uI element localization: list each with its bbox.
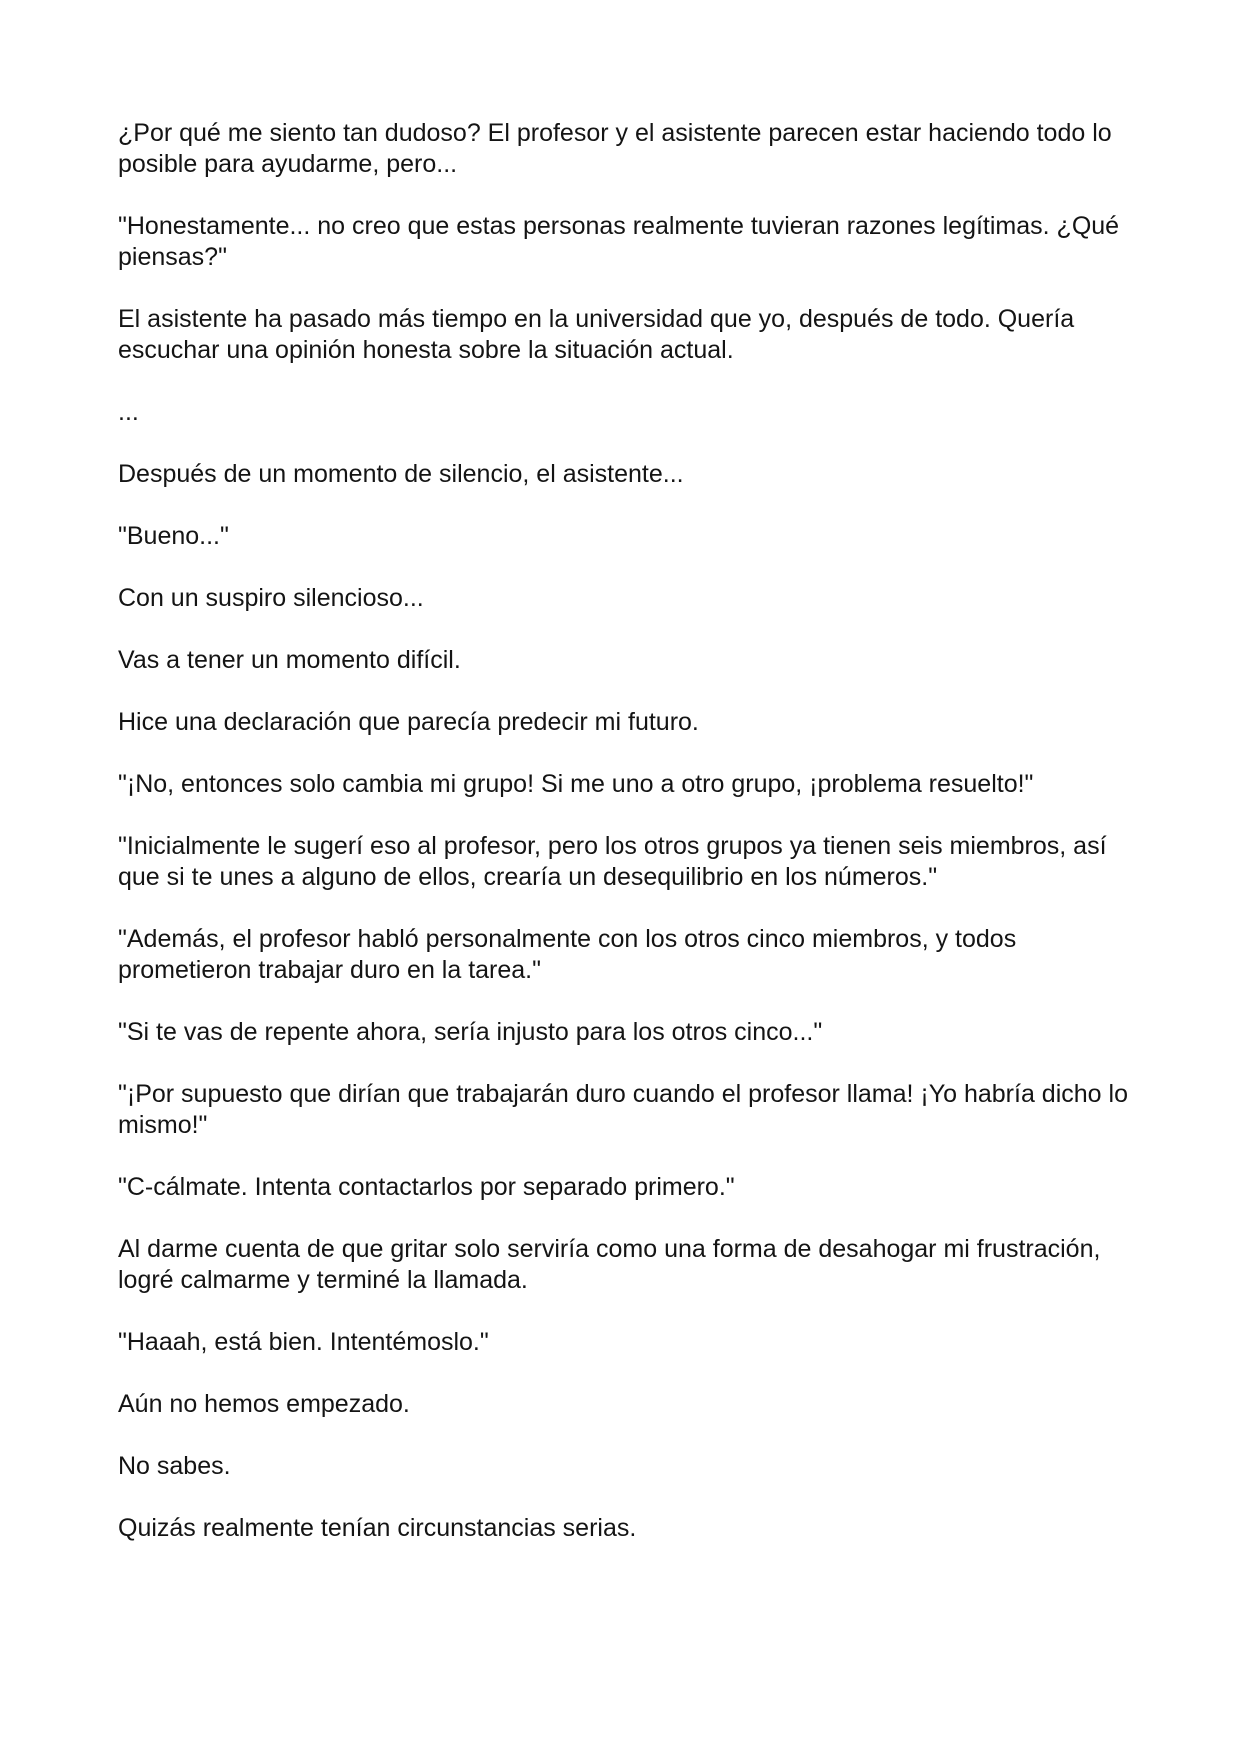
paragraph: El asistente ha pasado más tiempo en la universidad que yo, después de todo. Quería escuchar una opinión honesta sobre la situación actual.: [118, 305, 1075, 364]
paragraph: Vas a tener un momento difícil.: [118, 646, 461, 674]
paragraph: "¡No, entonces solo cambia mi grupo! Si me uno a otro grupo, ¡problema resuelto!": [118, 770, 1034, 798]
paragraph: "¡Por supuesto que dirían que trabajarán duro cuando el profesor llama! ¡Yo habría dicho lo mismo!": [118, 1080, 1128, 1139]
paragraph: ...: [118, 398, 139, 426]
paragraph: Hice una declaración que parecía predecir mi futuro.: [118, 708, 699, 736]
paragraph: Quizás realmente tenían circunstancias serias.: [118, 1514, 637, 1542]
paragraph: "Inicialmente le sugerí eso al profesor, pero los otros grupos ya tienen seis miembros, así que si te unes a alguno de ellos, crearía un desequilibrio en los números.": [118, 832, 1107, 891]
body-text: [118, 118, 1128, 1575]
paragraph: Con un suspiro silencioso...: [118, 584, 424, 612]
paragraph: "Además, el profesor habló personalmente con los otros cinco miembros, y todos prometieron trabajar duro en la tarea.": [118, 925, 1017, 984]
paragraph: "Si te vas de repente ahora, sería injusto para los otros cinco...": [118, 1018, 823, 1046]
paragraph: "Bueno...": [118, 522, 229, 550]
paragraph: Al darme cuenta de que gritar solo serviría como una forma de desahogar mi frustración, logré calmarme y terminé la llamada.: [118, 1235, 1101, 1294]
paragraph: No sabes.: [118, 1452, 231, 1480]
paragraph: Aún no hemos empezado.: [118, 1390, 410, 1418]
paragraph: "Haaah, está bien. Intentémoslo.": [118, 1328, 489, 1356]
paragraph: ¿Por qué me siento tan dudoso? El profesor y el asistente parecen estar haciendo todo lo posible para ayudarme, pero...: [118, 119, 1112, 178]
paragraph: "C-cálmate. Intenta contactarlos por separado primero.": [118, 1173, 735, 1201]
paragraph: "Honestamente... no creo que estas personas realmente tuvieran razones legítimas. ¿Qué piensas?": [118, 212, 1120, 271]
paragraph: Después de un momento de silencio, el asistente...: [118, 460, 684, 488]
